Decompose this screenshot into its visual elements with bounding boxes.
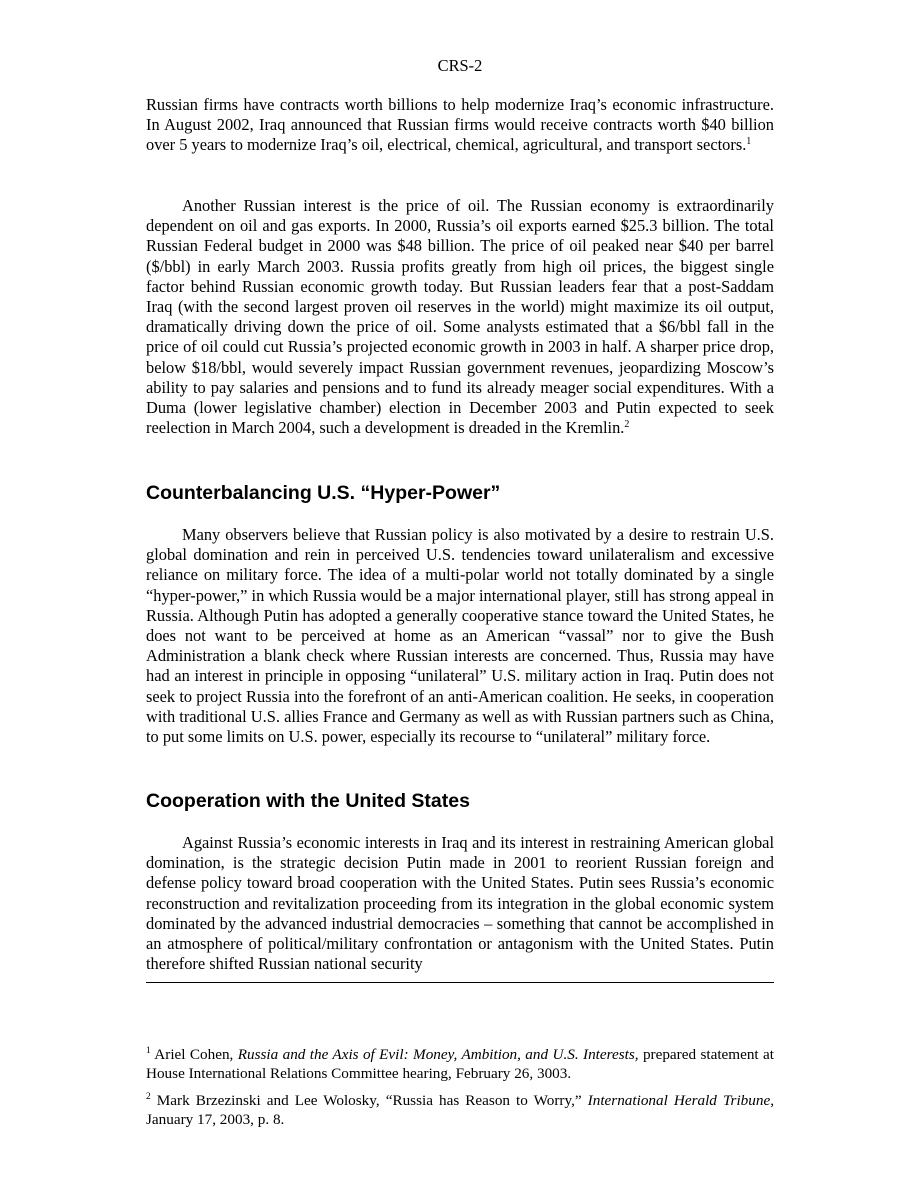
footnote-2-number: 2 <box>146 1092 151 1103</box>
footnote-divider <box>146 982 774 983</box>
footnote-1: $^1$ Ariel Cohen, Russia and the Axis of Evil: Money, Ambition, and U.S. Interests, prepared statement at House International Relations Committee hearing, February 26, 3003. <box>146 1046 774 1083</box>
footnote-1-number: 1 <box>146 1046 151 1057</box>
paragraph-multipolar: Many observers believe that Russian policy is also motivated by a desire to restrain U.S. global domination and rein in perceived U.S. tendencies toward unilateralism and excessive reliance on military force. The idea of a multi-polar world not totally dominated by a single “hyper-power,” in which Russia would be a major international player, still has strong appeal in Russia. Although Putin has adopted a generally cooperative stance toward the United States, he does not want to be perceived at home as an American “vassal” nor to give the Bush Administration a blank check where Russian interests are concerned. Thus, Russia may have had an interest in principle in opposing “unilateral” U.S. military action in Iraq. Putin does not seek to project Russia into the forefront of an anti-American coalition. He seeks, in cooperation with traditional U.S. allies France and Germany as well as with Russian partners such as China, to put some limits on U.S. power, especially its recourse to “unilateral” military force. <box>146 525 774 747</box>
paragraph-oil-price: Another Russian interest is the price of oil. The Russian economy is extraordinarily dependent on oil and gas exports. In 2000, Russia’s oil exports earned $25.3 billion. The total Russian Federal budget in 2000 was $48 billion. The price of oil peaked near $40 per barrel ($/bbl) in early March 2003. Russia profits greatly from high oil prices, the biggest single factor behind Russian economic growth today. But Russian leaders fear that a post-Saddam Iraq (with the second largest proven oil reserves in the world) might maximize its oil output, dramatically driving down the price of oil. Some analysts estimated that a $6/bbl fall in the price of oil could cut Russia’s projected economic growth in 2003 in half. A sharper price drop, below $18/bbl, would severely impact Russian government revenues, jeopardizing Moscow’s ability to pay salaries and pensions and to fund its already meager social expenditures. With a Duma (lower legislative chamber) election in December 2003 and Putin expected to seek reelection in March 2004, such a development is dreaded in the Kremlin.$^2$ <box>146 196 774 438</box>
footnote-2-title: International Herald Tribune <box>587 1092 771 1110</box>
paragraph-cooperation: Against Russia’s economic interests in Iraq and its interest in restraining American global domination, is the strategic decision Putin made in 2001 to reorient Russian foreign and defense policy toward broad cooperation with the United States. Putin sees Russia’s economic reconstruction and revitalization proceeding from its integration in the global economic system dominated by the advanced industrial democracies – something that cannot be accomplished in an atmosphere of political/military confrontation or antagonism with the United States. Putin therefore shifted Russian national security <box>146 833 774 974</box>
footnote-1-title: Russia and the Axis of Evil: Money, Ambition, and U.S. Interests, <box>237 1046 639 1064</box>
page-number-header: CRS-2 <box>437 56 483 75</box>
footnote-2: $^2$ Mark Brzezinski and Lee Wolosky, “Russia has Reason to Worry,” International Herald Tribune, January 17, 2003, p. 8. <box>146 1092 774 1129</box>
section-heading-cooperation: Cooperation with the United States <box>146 790 470 812</box>
paragraph-contracts: Russian firms have contracts worth billions to help modernize Iraq’s economic infrastructure. In August 2002, Iraq announced that Russian firms would receive contracts worth $40 billion over 5 years to modernize Iraq’s oil, electrical, chemical, agricultural, and transport sectors.$^1$ <box>146 95 774 155</box>
footnote-ref-1[interactable]: 1 <box>746 136 752 148</box>
section-heading-counterbalancing: Counterbalancing U.S. “Hyper-Power” <box>146 482 501 504</box>
footnote-ref-2[interactable]: 2 <box>624 419 630 431</box>
